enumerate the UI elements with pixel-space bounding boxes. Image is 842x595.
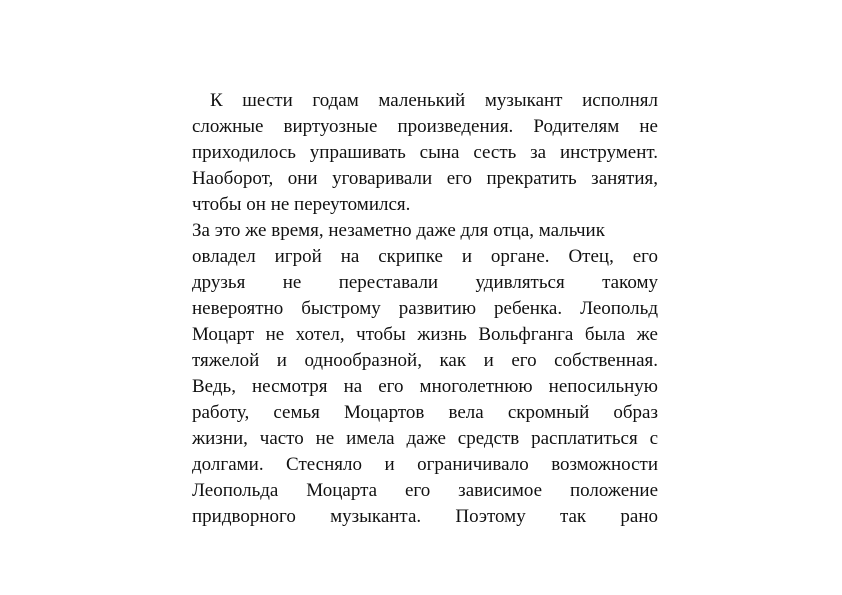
text-line: чтобы он не переутомился. (192, 194, 411, 215)
text-line: придворного музыканта. Поэтому так рано (192, 506, 658, 527)
text-line: Моцарт не хотел, чтобы жизнь Вольфганга была же (192, 324, 658, 345)
text-line: невероятно быстрому развитию ребенка. Леопольд (192, 298, 658, 319)
text-line: тяжелой и однообразной, как и его собственная. (192, 350, 658, 371)
text-line: Наоборот, они уговаривали его прекратить занятия, (192, 168, 658, 189)
text-line: За это же время, незаметно даже для отца, мальчик (192, 220, 605, 241)
text-line: приходилось упрашивать сына сесть за инструмент. (192, 142, 658, 163)
text-line: друзья не переставали удивляться такому (192, 272, 658, 293)
text-line: сложные виртуозные произведения. Родителям не (192, 116, 658, 137)
text-line: Леопольда Моцарта его зависимое положение (192, 480, 658, 501)
text-line: К шести годам маленький музыкант исполнял (210, 90, 658, 111)
text-line: овладел игрой на скрипке и органе. Отец, его (192, 246, 658, 267)
text-line: работу, семья Моцартов вела скромный образ (192, 402, 658, 423)
text-line: Ведь, несмотря на его многолетнюю непосильную (192, 376, 658, 397)
text-line: жизни, часто не имела даже средств расплатиться с (192, 428, 658, 449)
text-line: долгами. Стесняло и ограничивало возможности (192, 454, 658, 475)
body-text (192, 88, 658, 530)
